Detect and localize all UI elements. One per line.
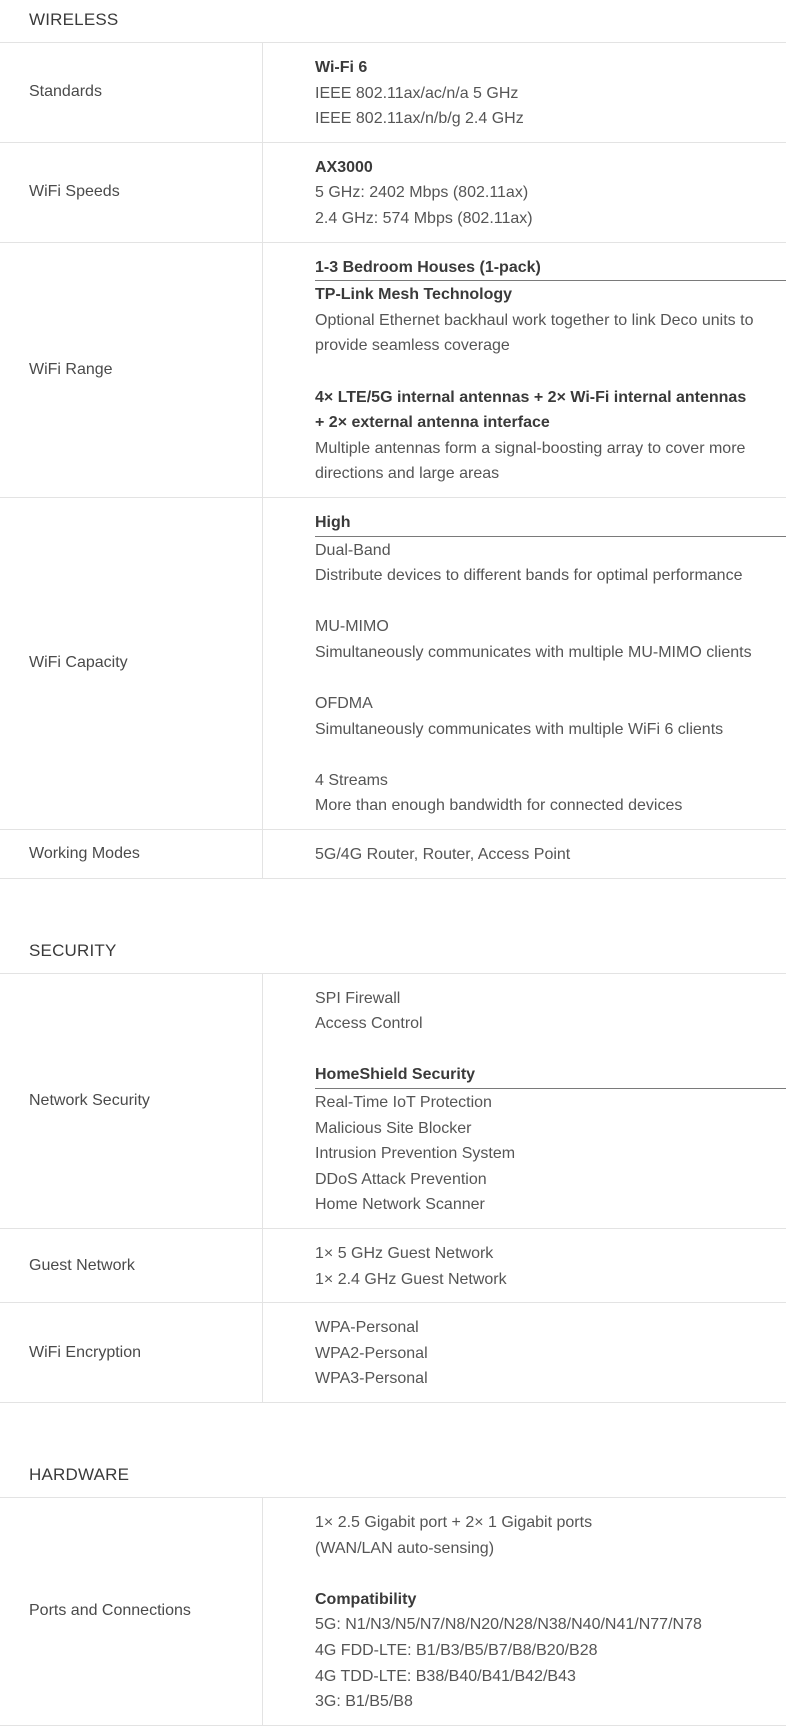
spec-row-network-security — [0, 974, 786, 1229]
spec-line: 1× 2.4 GHz Guest Network — [315, 1270, 507, 1288]
row-label-wifi-capacity: WiFi Capacity — [0, 498, 263, 829]
spec-line: MU-MIMO — [315, 618, 389, 636]
spec-line: Wi-Fi 6 — [315, 59, 368, 76]
spec-line: Intrusion Prevention System — [315, 1145, 516, 1163]
row-value-working-modes — [263, 830, 786, 878]
spec-line: Distribute devices to different bands for optimal performance — [315, 567, 743, 585]
row-value-wifi-speeds — [263, 143, 786, 242]
spec-line: 2.4 GHz: 574 Mbps (802.11ax) — [315, 209, 533, 227]
row-label-guest-network: Guest Network — [0, 1229, 263, 1302]
row-label-working-modes: Working Modes — [0, 830, 263, 878]
spec-line: WPA-Personal — [315, 1319, 419, 1337]
spec-line: 4G TDD-LTE: B38/B40/B41/B42/B43 — [315, 1667, 576, 1685]
row-label-network-security: Network Security — [0, 974, 263, 1228]
row-label-wifi-range: WiFi Range — [0, 243, 263, 497]
spec-line: provide seamless coverage — [315, 337, 510, 355]
row-label-ports-and-connections: Ports and Connections — [0, 1498, 263, 1725]
spec-line: Real-Time IoT Protection — [315, 1094, 492, 1111]
spec-line: 5G/4G Router, Router, Access Point — [315, 846, 571, 864]
row-label-wifi-speeds: WiFi Speeds — [0, 143, 263, 242]
spec-line: 4G FDD-LTE: B1/B3/B5/B7/B8/B20/B28 — [315, 1641, 598, 1659]
spec-line: Home Network Scanner — [315, 1196, 485, 1214]
spec-line: 4 Streams — [315, 771, 388, 789]
spec-line: 5G: N1/N3/N5/N7/N8/N20/N28/N38/N40/N41/N77/N78 — [315, 1616, 702, 1634]
spec-line: 5 GHz: 2402 Mbps (802.11ax) — [315, 184, 529, 202]
spec-subheading: 1-3 Bedroom Houses (1-pack) — [315, 255, 786, 282]
section-title-security: SECURITY — [0, 931, 786, 974]
spec-row-wifi-encryption — [0, 1303, 786, 1403]
spec-line: TP-Link Mesh Technology — [315, 286, 513, 304]
spec-line: DDoS Attack Prevention — [315, 1170, 487, 1188]
spec-line: IEEE 802.11ax/ac/n/a 5 GHz — [315, 84, 519, 102]
spacer — [315, 359, 786, 385]
spec-row-guest-network — [0, 1229, 786, 1303]
spec-row-wifi-speeds — [0, 143, 786, 243]
spec-line: Dual-Band — [315, 541, 391, 559]
row-value-wifi-encryption — [263, 1303, 786, 1402]
spec-row-ports-and-connections — [0, 1498, 786, 1726]
spec-row-wifi-range — [0, 243, 786, 498]
spec-line: Malicious Site Blocker — [315, 1119, 472, 1137]
spec-line: Access Control — [315, 1015, 423, 1033]
spec-line: 3G: B1/B5/B8 — [315, 1693, 413, 1711]
row-label-standards: Standards — [0, 43, 263, 142]
spec-line: Simultaneously communicates with multiple WiFi 6 clients — [315, 720, 724, 738]
spec-line: AX3000 — [315, 158, 373, 176]
spec-row-wifi-capacity — [0, 498, 786, 830]
spec-subheading: Compatibility — [315, 1590, 417, 1608]
spec-line: SPI Firewall — [315, 989, 401, 1007]
row-value-wifi-range — [263, 243, 786, 497]
spec-line: Optional Ethernet backhaul work together to link Deco units to — [315, 311, 754, 329]
spacer — [315, 1561, 786, 1587]
spec-line: Simultaneously communicates with multiple MU-MIMO clients — [315, 643, 752, 661]
spacer — [315, 665, 786, 691]
spec-line: + 2× external antenna interface — [315, 414, 550, 432]
spec-line: 1× 5 GHz Guest Network — [315, 1244, 494, 1262]
spec-line: OFDMA — [315, 695, 373, 713]
section-title-hardware: HARDWARE — [0, 1455, 786, 1498]
spec-line: Multiple antennas form a signal-boosting array to cover more — [315, 439, 746, 457]
spec-line: directions and large areas — [315, 465, 500, 483]
spec-row-standards — [0, 43, 786, 143]
spec-subheading: HomeShield Security — [315, 1062, 786, 1089]
row-value-ports-and-connections — [263, 1498, 786, 1725]
spec-row-working-modes — [0, 830, 786, 879]
spec-subheading: High — [315, 510, 786, 537]
spacer — [315, 589, 786, 615]
spacer — [315, 742, 786, 768]
spacer — [315, 1037, 786, 1063]
row-value-network-security — [263, 974, 786, 1228]
row-value-guest-network — [263, 1229, 786, 1302]
spec-line: IEEE 802.11ax/n/b/g 2.4 GHz — [315, 110, 524, 128]
spec-line: WPA3-Personal — [315, 1370, 428, 1388]
spec-line: (WAN/LAN auto-sensing) — [315, 1539, 495, 1557]
spec-line: 1× 2.5 Gigabit port + 2× 1 Gigabit ports — [315, 1513, 593, 1531]
spec-line: More than enough bandwidth for connected devices — [315, 797, 683, 815]
section-title-wireless: WIRELESS — [0, 0, 786, 43]
row-value-wifi-capacity — [263, 498, 786, 829]
row-value-standards — [263, 43, 786, 142]
row-label-wifi-encryption: WiFi Encryption — [0, 1303, 263, 1402]
spec-line: 4× LTE/5G internal antennas + 2× Wi-Fi internal antennas — [315, 388, 747, 406]
spec-line: WPA2-Personal — [315, 1344, 428, 1362]
